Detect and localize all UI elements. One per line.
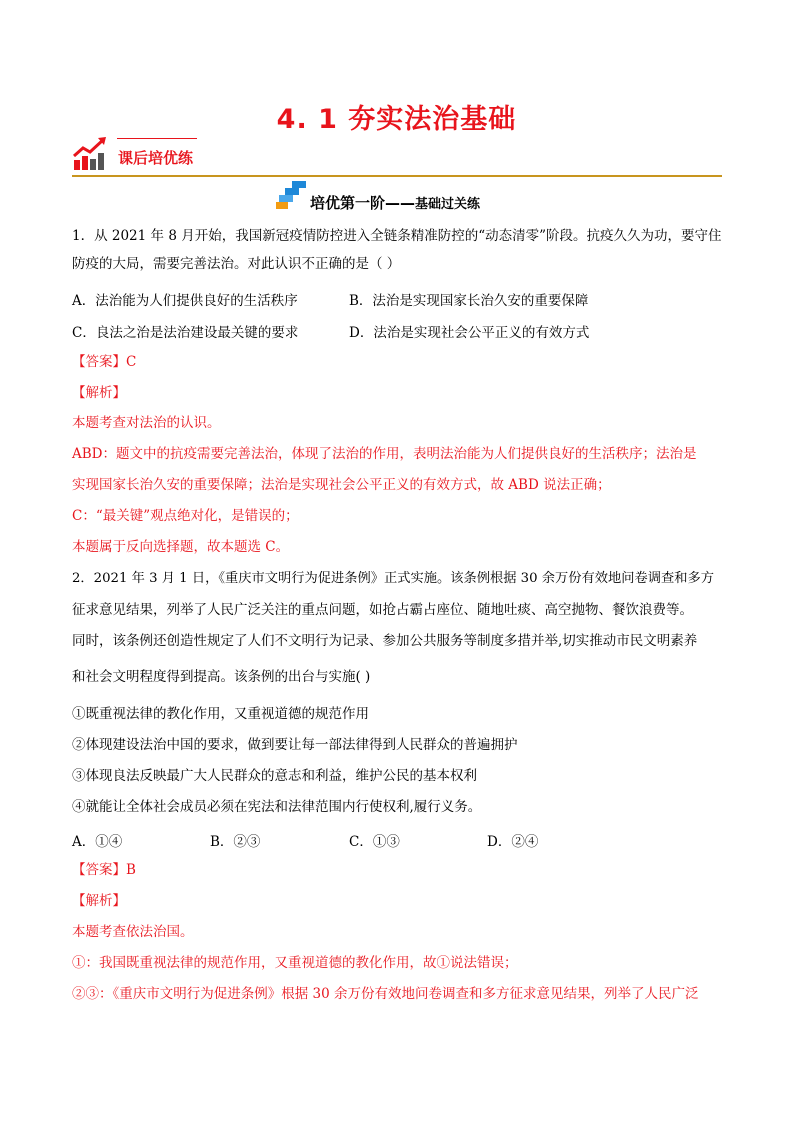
q2-statement-4: ④就能让全体社会成员必须在宪法和法律范围内行使权利,履行义务。: [72, 799, 482, 815]
q2-answer: 【答案】B: [72, 862, 136, 878]
q2-stem-line4: 和社会文明程度得到提高。该条例的出台与实施( ): [72, 669, 371, 685]
q2-explanation-3: ②③：《重庆市文明行为促进条例》根据 30 余万份有效地问卷调查和多方征求意见结果，列举了人民广泛: [72, 986, 699, 1002]
q2-analysis-label: 【解析】: [72, 893, 126, 909]
q1-explanation-2: ABD：题文中的抗疫需要完善法治，体现了法治的作用，表明法治能为人们提供良好的生活秩序；法治是: [72, 446, 697, 462]
q1-explanation-3: 实现国家长治久安的重要保障；法治是实现社会公平正义的有效方式，故 ABD 说法正确；: [72, 477, 611, 493]
stage-heading: [310, 192, 480, 213]
q1-option-d: D．法治是实现社会公平正义的有效方式: [349, 325, 590, 341]
q2-option-a: A．①④: [72, 834, 123, 850]
q1-explanation-1: 本题考查对法治的认识。: [72, 415, 221, 431]
q2-option-d: D．②④: [487, 834, 539, 850]
q1-explanation-5: 本题属于反向选择题，故本题选 C。: [72, 539, 290, 555]
q2-statement-2: ②体现建设法治中国的要求，做到要让每一部法律得到人民群众的普遍拥护: [72, 737, 518, 753]
q2-statement-1: ①既重视法律的教化作用，又重视道德的规范作用: [72, 706, 369, 722]
q2-stem-line1: 2．2021 年 3 月 1 日，《重庆市文明行为促进条例》正式实施。该条例根据 30 余万份有效地问卷调查和多方: [72, 571, 714, 586]
rising-chart-icon: [72, 136, 108, 172]
q1-stem-line1: 1．从 2021 年 8 月开始，我国新冠疫情防控进入全链条精准防控的“动态清零”阶段。抗疫久久为功，要守住: [72, 228, 722, 244]
q1-option-b: B．法治是实现国家长治久安的重要保障: [349, 293, 589, 309]
q2-explanation-2: ①：我国既重视法律的规范作用，又重视道德的教化作用，故①说法错误；: [72, 955, 518, 971]
stage-dash: ——: [385, 194, 416, 212]
q1-analysis-label: 【解析】: [72, 385, 126, 401]
stage-sub: 基础过关练: [415, 197, 481, 212]
page-title: 4. 1 夯实法治基础: [276, 104, 517, 135]
q2-stem-line2: 征求意见结果，列举了人民广泛关注的重点问题，如抢占霸占座位、随地吐痰、高空抛物、餐饮浪费等。: [72, 602, 693, 618]
q1-explanation-4: C：“最关键”观点绝对化，是错误的；: [72, 508, 299, 524]
stairs-icon: [276, 181, 308, 209]
stage-main: 培优第一阶: [310, 194, 386, 212]
section-label: 课后培优练: [118, 149, 194, 167]
q1-option-c: C．良法之治是法治建设最关键的要求: [72, 325, 299, 341]
q1-option-a: A．法治能为人们提供良好的生活秩序: [72, 293, 298, 309]
section-header-accent-line: [117, 138, 197, 139]
q2-option-c: C．①③: [349, 834, 400, 850]
q2-explanation-1: 本题考查依法治国。: [72, 924, 194, 940]
q2-statement-3: ③体现良法反映最广大人民群众的意志和利益，维护公民的基本权利: [72, 768, 477, 784]
section-divider: [72, 175, 722, 177]
q1-answer: 【答案】C: [72, 354, 137, 370]
q1-stem-line2: 防疫的大局，需要完善法治。对此认识不正确的是（ ）: [72, 256, 401, 272]
q2-stem-line3: 同时，该条例还创造性规定了人们不文明行为记录、参加公共服务等制度多措并举,切实推动市民文明素养: [72, 633, 698, 649]
q2-option-b: B．②③: [210, 834, 261, 850]
